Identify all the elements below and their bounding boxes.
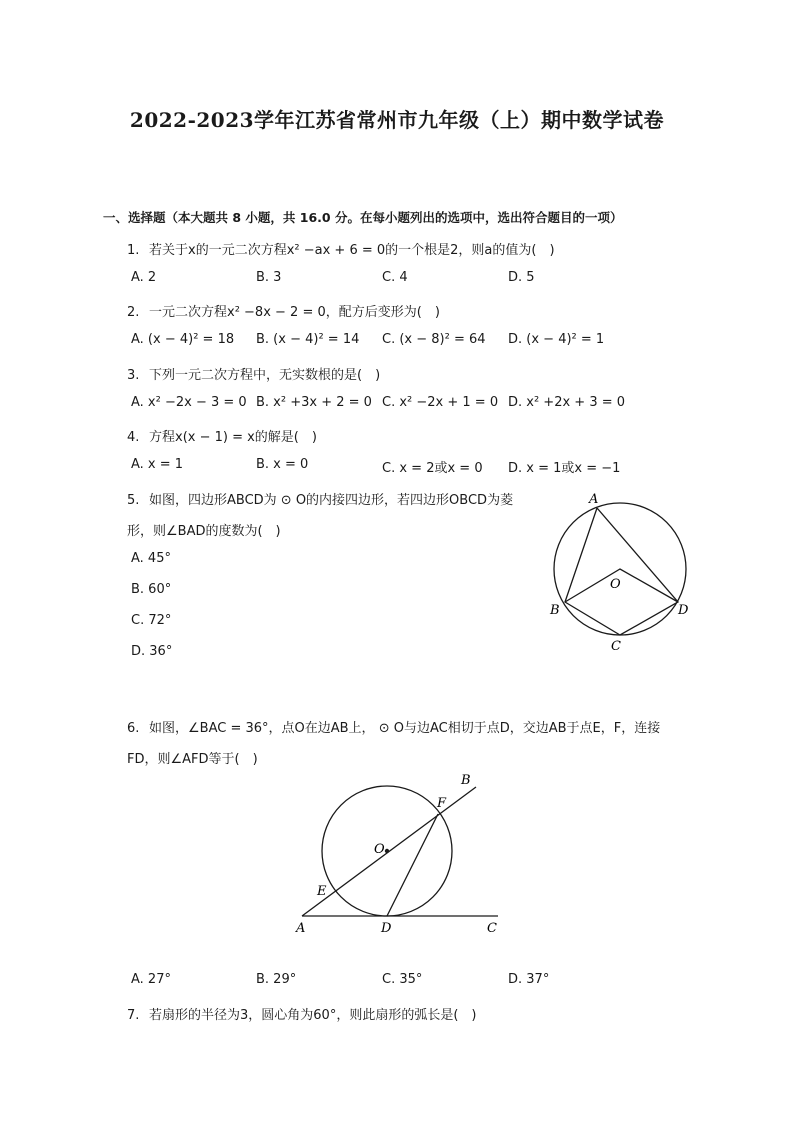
label-a: A [589,492,599,507]
label-b: B [461,773,471,788]
center-point-o [385,849,389,853]
option-b: B. 3 [256,270,282,285]
question-number: 2. [127,305,140,320]
option-d: D. 37° [508,972,550,987]
question-text: 若关于x的一元二次方程x² −ax + 6 = 0的一个根是2，则a的值为( ) [149,243,555,258]
option-b: B. (x − 4)² = 14 [256,332,360,347]
question-text: 一元二次方程x² −8x − 2 = 0，配方后变形为( ) [149,305,440,320]
label-o: O [610,577,621,592]
question-1 [127,239,555,258]
quadrilateral-abcd [565,508,678,635]
question-number: 3. [127,368,140,383]
question-number: 4. [127,430,140,445]
figure-q5-circle-quadrilateral [545,488,705,653]
label-c: C [487,921,497,936]
option-d: D. (x − 4)² = 1 [508,332,605,347]
exam-title: 2022-2023学年江苏省常州市九年级（上）期中数学试卷 [129,108,665,132]
option-c: C. x = 2或x = 0 [382,461,483,476]
option-c: C. 72° [131,613,172,628]
question-5-line2: 形，则∠BAD的度数为( ) [127,524,281,539]
question-6-line2: FD，则∠AFD等于( ) [127,752,258,767]
question-5 [127,489,513,508]
question-6 [127,717,660,736]
option-b: B. x² +3x + 2 = 0 [256,395,372,410]
option-c: C. 35° [382,972,423,987]
option-a: A. 27° [131,972,171,987]
option-d: D. x² +2x + 3 = 0 [508,395,626,410]
option-d: D. 36° [131,644,173,659]
option-c: C. 4 [382,270,408,285]
question-text: 下列一元二次方程中，无实数根的是( ) [149,368,381,383]
label-d: D [381,921,392,936]
question-text: 若扇形的半径为3，圆心角为60°，则此扇形的弧长是( ) [149,1008,477,1023]
option-a: A. x = 1 [131,457,184,472]
option-b: B. 29° [256,972,297,987]
question-number: 6. [127,721,140,736]
question-3 [127,364,380,383]
option-a: A. (x − 4)² = 18 [131,332,235,347]
question-7 [127,1004,476,1023]
option-b: B. x = 0 [256,457,309,472]
segment-fd [387,814,438,916]
figure-q6-tangent-circle [290,770,505,940]
option-d: D. x = 1或x = −1 [508,461,621,476]
question-4 [127,426,317,445]
option-a: A. 45° [131,551,171,566]
option-c: C. x² −2x + 1 = 0 [382,395,499,410]
question-text: 方程x(x − 1) = x的解是( ) [149,430,317,445]
label-o: O [374,842,385,857]
question-number: 5. [127,493,140,508]
rhombus-obcd [565,569,678,602]
label-d: D [678,603,689,618]
question-2 [127,301,440,320]
section-header: 一、选择题（本大题共 8 小题，共 16.0 分。在每小题列出的选项中，选出符合题目的一项） [103,210,623,225]
label-e: E [317,884,327,899]
question-number: 1. [127,243,140,258]
option-a: A. 2 [131,270,157,285]
label-c: C [611,639,621,653]
question-text-line1: 如图，∠BAC = 36°，点O在边AB上， ⊙ O与边AC相切于点D，交边AB于点E，F，连接 [149,721,661,736]
option-c: C. (x − 8)² = 64 [382,332,486,347]
option-a: A. x² −2x − 3 = 0 [131,395,247,410]
label-a: A [296,921,306,936]
label-b: B [550,603,560,618]
option-d: D. 5 [508,270,535,285]
label-f: F [437,796,447,811]
question-number: 7. [127,1008,140,1023]
question-text-line1: 如图，四边形ABCD为 ⊙ O的内接四边形，若四边形OBCD为菱 [149,493,514,508]
option-b: B. 60° [131,582,172,597]
